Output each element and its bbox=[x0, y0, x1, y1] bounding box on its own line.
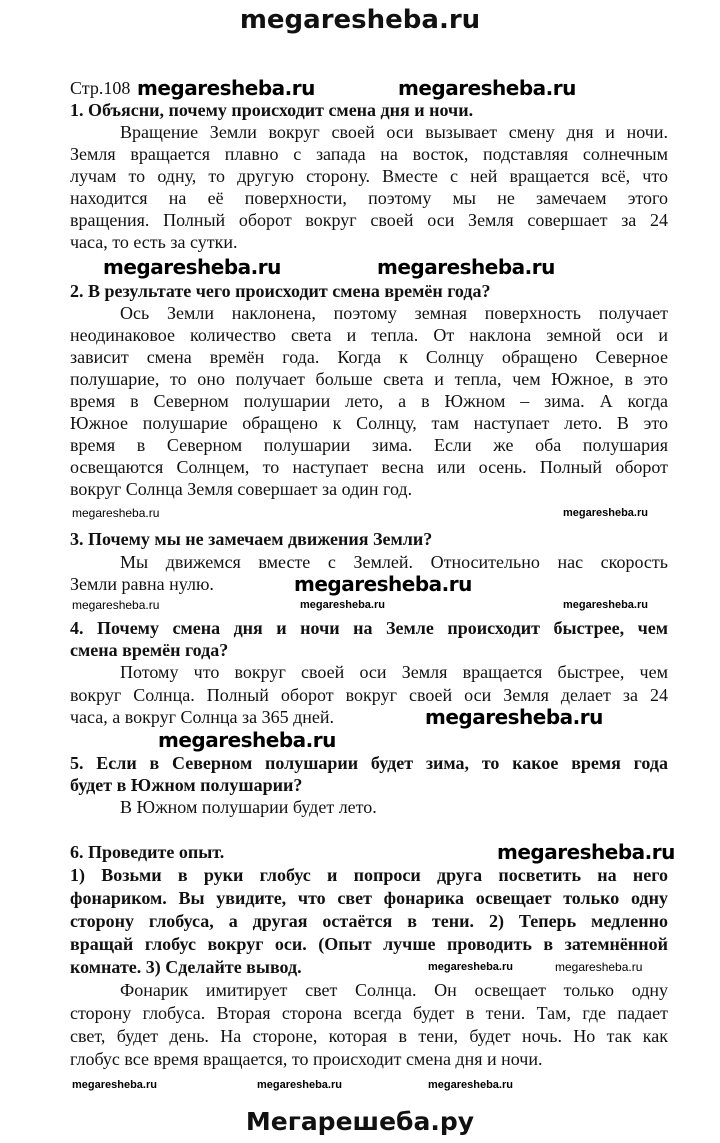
site-footer: Мегарешеба.ру bbox=[245, 1107, 475, 1136]
task-line: сторону глобуса, а другая остаётся в тени. 2) Теперь медленно bbox=[70, 911, 668, 931]
page-label: Стр.108 bbox=[70, 78, 131, 98]
question-5-title: 5. Если в Северном полушарии будет зима, то какое время года bbox=[70, 753, 668, 773]
answer-line: часа, то есть за сутки. bbox=[70, 232, 238, 252]
answer-line: неодинаковое количество света и тепла. От наклона земной оси и bbox=[70, 325, 668, 345]
answer-line: вокруг Солнца Земля совершает за один год. bbox=[70, 479, 413, 499]
task-line: вращай глобус вокруг оси. (Опыт лучше проводить в затемнённой bbox=[70, 934, 668, 954]
watermark: megaresheba.ru bbox=[72, 598, 160, 612]
watermark: megaresheba.ru bbox=[300, 599, 385, 611]
question-5-title: будет в Южном полушарии? bbox=[70, 775, 303, 795]
answer-line: вращения. Полный оборот вокруг своей оси Земля совершает за 24 bbox=[70, 210, 668, 230]
answer-line: время в Северном полушарии лето, а в Южном – зима. А когда bbox=[70, 391, 668, 411]
watermark: megaresheba.ru bbox=[563, 599, 648, 611]
site-header: megaresheba.ru bbox=[239, 5, 481, 35]
answer-line: Мы движемся вместе с Землей. Относительно нас скорость bbox=[120, 552, 668, 572]
watermark: megaresheba.ru bbox=[563, 507, 648, 519]
question-6-title: 6. Проведите опыт. bbox=[70, 842, 225, 862]
watermark: megaresheba.ru bbox=[398, 76, 576, 100]
watermark: megaresheba.ru bbox=[555, 960, 643, 974]
watermark: megaresheba.ru bbox=[72, 1079, 157, 1091]
watermark: megaresheba.ru bbox=[294, 572, 472, 596]
watermark: megaresheba.ru bbox=[72, 506, 160, 520]
question-4-title: смена времён года? bbox=[70, 640, 229, 660]
task-line: комнате. 3) Сделайте вывод. bbox=[70, 957, 302, 977]
answer-line: В Южном полушарии будет лето. bbox=[120, 797, 377, 817]
answer-line: Земли равна нулю. bbox=[70, 574, 214, 594]
watermark: megaresheba.ru bbox=[428, 961, 513, 973]
answer-line: часа, а вокруг Солнца за 365 дней. bbox=[70, 707, 335, 727]
answer-line: сторону глобуса. Вторая сторона всегда будет в тени. Там, где падает bbox=[70, 1003, 668, 1023]
answer-line: Южное полушарие обращено к Солнцу, там наступает лето. В это bbox=[70, 413, 668, 433]
watermark: megaresheba.ru bbox=[425, 705, 603, 729]
answer-line: Земля вращается плавно с запада на восток, подставляя солнечным bbox=[70, 144, 668, 164]
watermark: megaresheba.ru bbox=[137, 76, 315, 100]
watermark: megaresheba.ru bbox=[158, 728, 336, 752]
answer-line: Потому что вокруг своей оси Земля вращается быстрее, чем bbox=[120, 662, 668, 682]
watermark: megaresheba.ru bbox=[377, 255, 555, 279]
task-line: 1) Возьми в руки глобус и попроси друга посветить на него bbox=[70, 865, 668, 885]
question-3-title: 3. Почему мы не замечаем движения Земли? bbox=[70, 529, 433, 549]
watermark: megaresheba.ru bbox=[257, 1079, 342, 1091]
answer-line: свет, будет день. На стороне, которая в тени, будет ночь. Но так как bbox=[70, 1026, 668, 1046]
watermark: megaresheba.ru bbox=[103, 255, 281, 279]
answer-line: лучам то одну, то другую сторону. Вместе с ней вращается всё, что bbox=[70, 166, 668, 186]
question-2-title: 2. В результате чего происходит смена времён года? bbox=[70, 281, 491, 301]
watermark: megaresheba.ru bbox=[497, 840, 675, 864]
question-4-title: 4. Почему смена дня и ночи на Земле происходит быстрее, чем bbox=[70, 618, 668, 638]
answer-line: освещаются Солнцем, то наступает весна или осень. Полный оборот bbox=[70, 457, 668, 477]
answer-line: зависит смена времён года. Когда к Солнцу обращено Северное bbox=[70, 347, 668, 367]
task-line: фонариком. Вы увидите, что свет фонарика освещает только одну bbox=[70, 888, 668, 908]
answer-line: Вращение Земли вокруг своей оси вызывает смену дня и ночи. bbox=[120, 122, 668, 142]
answer-line: находится на её поверхности, поэтому мы не замечаем этого bbox=[70, 188, 668, 208]
answer-line: вокруг Солнца. Полный оборот вокруг своей оси Земля делает за 24 bbox=[70, 685, 668, 705]
answer-line: полушарие, то оно получает больше света и тепла, чем Южное, в это bbox=[70, 369, 668, 389]
answer-line: Фонарик имитирует свет Солнца. Он освещает только одну bbox=[120, 980, 668, 1000]
answer-line: Ось Земли наклонена, поэтому земная поверхность получает bbox=[120, 303, 668, 323]
answer-line: время в Северном полушарии зима. Если же оба полушария bbox=[70, 435, 668, 455]
watermark: megaresheba.ru bbox=[428, 1079, 513, 1091]
question-1-title: 1. Объясни, почему происходит смена дня и ночи. bbox=[70, 100, 474, 120]
answer-line: глобус все время вращается, то происходит смена дня и ночи. bbox=[70, 1049, 543, 1069]
